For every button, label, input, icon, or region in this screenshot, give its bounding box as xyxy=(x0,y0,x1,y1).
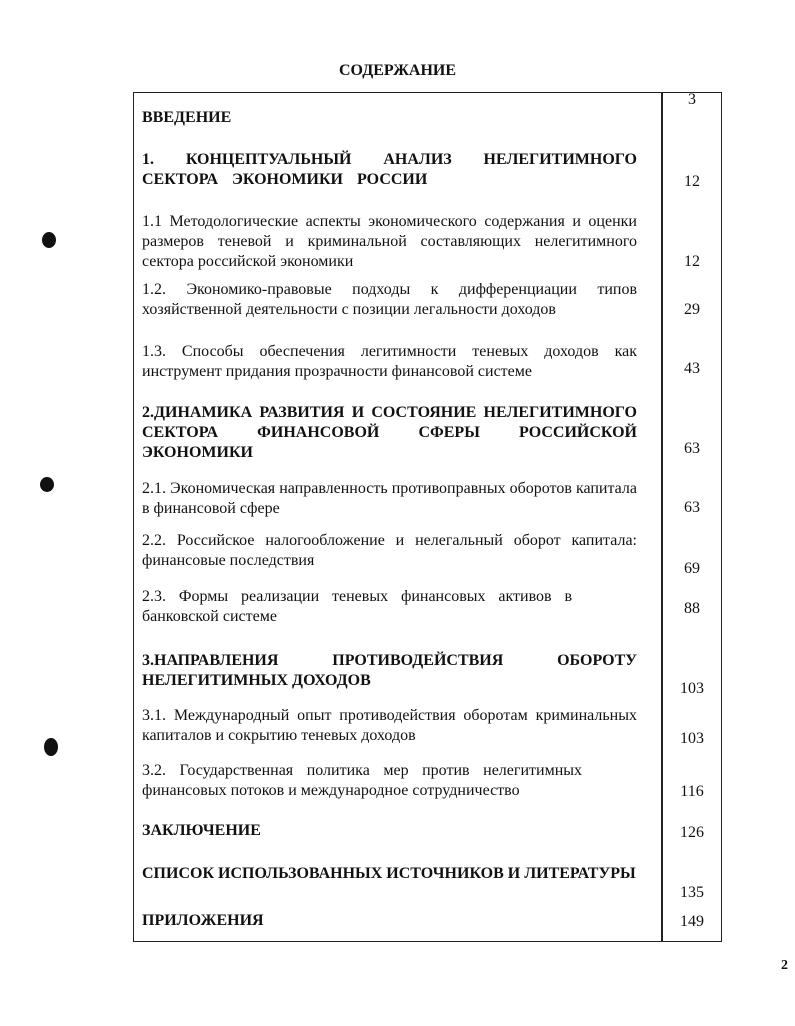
toc-page: 29 xyxy=(684,301,700,318)
toc-entry-3-2: 3.2. Государственная политика мер против нелегитимных финансовых потоков и международное сотрудничество xyxy=(142,762,582,799)
toc-page: 69 xyxy=(684,560,700,577)
toc-page: 12 xyxy=(684,173,700,190)
toc-page: 135 xyxy=(680,884,704,901)
toc-entry-2-3: 2.3. Формы реализации теневых финансовых активов в банковской системе xyxy=(142,588,572,625)
toc-entry-2-2: 2.2. Российское налогообложение и нелегальный оборот капитала: финансовые последствия xyxy=(142,532,637,569)
toc-entry-chapter-1: 1. КОНЦЕПТУАЛЬНЫЙ АНАЛИЗ НЕЛЕГИТИМНОГО СЕКТОРА ЭКОНОМИКИ РОССИИ xyxy=(142,151,637,188)
toc-entry-references: СПИСОК ИСПОЛЬЗОВАННЫХ ИСТОЧНИКОВ И ЛИТЕРАТУРЫ xyxy=(142,865,636,882)
toc-page: 126 xyxy=(680,824,704,841)
toc-entry-1-2: 1.2. Экономико-правовые подходы к дифференциации типов хозяйственной деятельности с позиции легальности доходов xyxy=(142,281,637,318)
toc-page: 88 xyxy=(684,600,700,617)
toc-page: 3 xyxy=(688,91,696,108)
toc-page: 116 xyxy=(680,783,704,800)
toc-entry-2-1: 2.1. Экономическая направленность противоправных оборотов капитала в финансовой сфере xyxy=(142,480,637,517)
toc-entry-3-1: 3.1. Международный опыт противодействия оборотам криминальных капиталов и сокрытию теневых доходов xyxy=(142,707,637,744)
scan-blot xyxy=(42,232,56,248)
toc-entry-1-3: 1.3. Способы обеспечения легитимности теневых доходов как инструмент придания прозрачности финансовой системе xyxy=(142,343,637,380)
toc-entry-chapter-2: 2.ДИНАМИКА РАЗВИТИЯ И СОСТОЯНИЕ НЕЛЕГИТИМНОГО СЕКТОРА ФИНАНСОВОЙ СФЕРЫ РОССИЙСКОЙ ЭКОНОМИКИ xyxy=(142,404,637,461)
toc-page: 43 xyxy=(684,360,700,377)
toc-entry-conclusion: ЗАКЛЮЧЕНИЕ xyxy=(142,822,261,839)
toc-entry-chapter-3: 3.НАПРАВЛЕНИЯ ПРОТИВОДЕЙСТВИЯ ОБОРОТУ НЕЛЕГИТИМНЫХ ДОХОДОВ xyxy=(142,652,637,689)
page-number: 2 xyxy=(781,958,788,973)
toc-entry-1-1: 1.1 Методологические аспекты экономического содержания и оценки размеров теневой и криминальной составляющих нелегитимного сектора российской экономики xyxy=(142,213,637,270)
toc-page: 63 xyxy=(684,440,700,457)
toc-page: 12 xyxy=(684,253,700,270)
toc-page: 103 xyxy=(680,680,704,697)
page-title: СОДЕРЖАНИЕ xyxy=(338,62,457,79)
toc-page: 149 xyxy=(680,913,704,930)
toc-page: 103 xyxy=(680,730,704,747)
toc-entry-intro: ВВЕДЕНИЕ xyxy=(142,109,232,126)
toc-page: 63 xyxy=(684,499,700,516)
scan-blot xyxy=(44,738,58,756)
toc-entry-appendices: ПРИЛОЖЕНИЯ xyxy=(142,912,264,929)
scan-blot xyxy=(40,477,54,492)
